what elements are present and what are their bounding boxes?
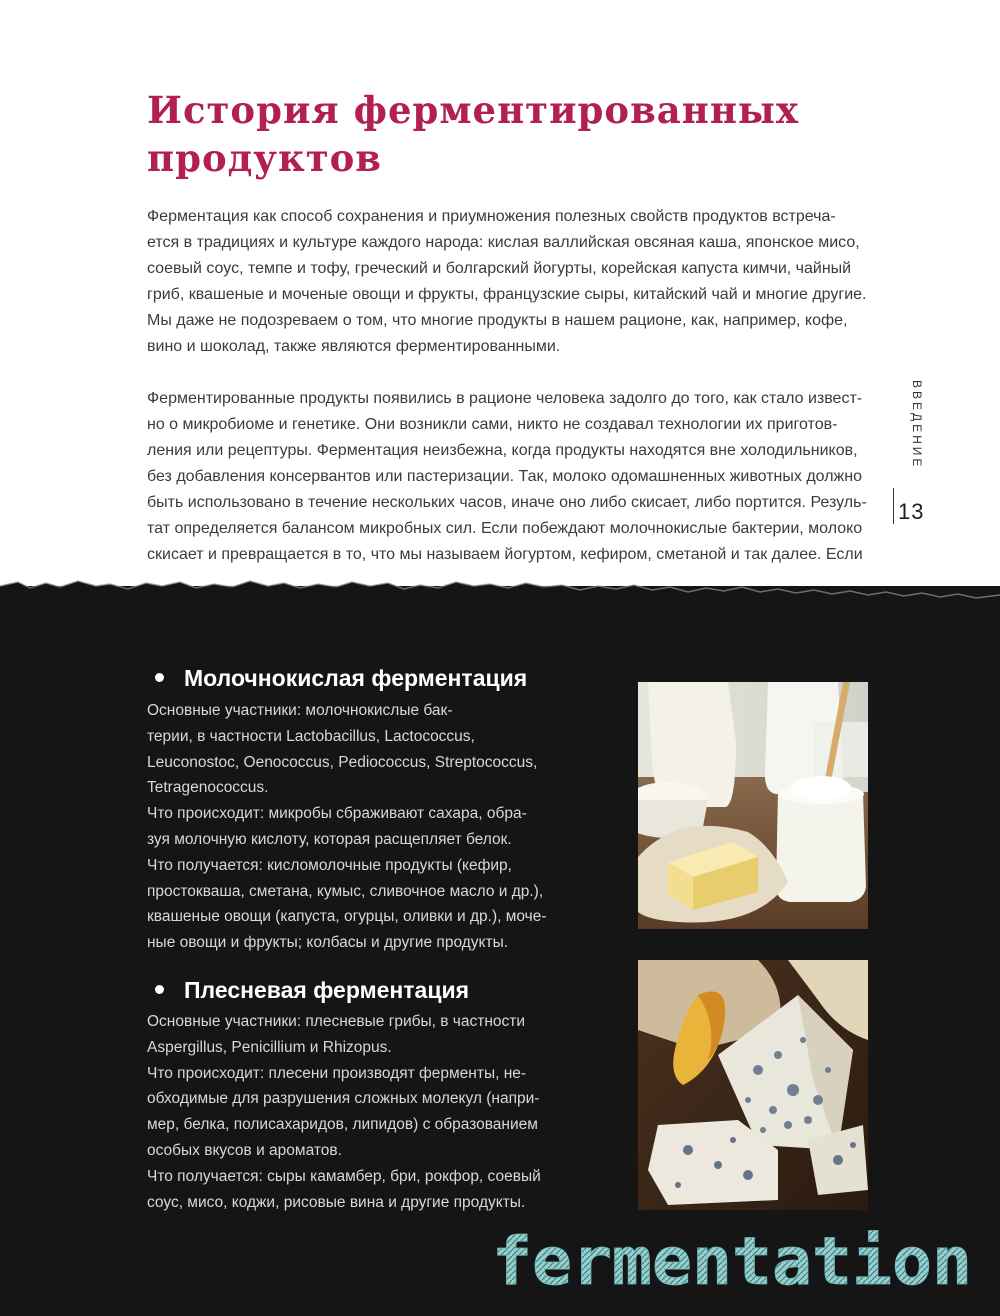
title-line-2: продуктов: [147, 136, 383, 180]
section-line: Что получается: сыры камамбер, бри, рокфор, соевый: [147, 1167, 541, 1185]
section-line: мер, белка, полисахаридов, липидов) с образованием: [147, 1116, 538, 1134]
section-line: ные овощи и фрукты; колбасы и другие продукты.: [147, 934, 509, 952]
section-line: Основные участники: молочнокислые бак-: [147, 702, 453, 719]
bullet-icon: [155, 673, 164, 682]
page-title: [147, 86, 867, 182]
paragraph-line: Ферментация как способ сохранения и приумножения полезных свойств продуктов встреча-: [147, 208, 836, 225]
paragraph-line: гриб, квашеные и моченые овощи и фрукты, французские сыры, китайский чай и многие другие.: [147, 286, 867, 303]
paragraph-line: тат определяется балансом микробных сил. Если побеждают молочнокислые бактерии, молоко: [147, 520, 863, 537]
chapter-side-label: ВВЕДЕНИЕ: [910, 380, 924, 470]
section-line: Что получается: кисломолочные продукты (кефир,: [147, 856, 512, 874]
section-line: Что происходит: микробы сбраживают сахара, обра-: [147, 805, 527, 823]
paragraph-line: соевый соус, темпе и тофу, греческий и болгарский йогурты, корейская капуста кимчи, чайный: [147, 260, 852, 277]
side-divider: [893, 488, 894, 524]
section-body-lactic: [147, 698, 547, 956]
blue-cheese-photo: [638, 960, 868, 1210]
torn-paper-edge: [0, 568, 1000, 602]
section-line: зуя молочную кислоту, которая расщепляет белок.: [147, 830, 512, 848]
title-line-1: История ферментированных: [147, 88, 800, 132]
section-line: Aspergillus, Penicillium и Rhizopus.: [147, 1038, 392, 1056]
section-line: обходимые для разрушения сложных молекул (напри-: [147, 1090, 540, 1108]
page-number: 13: [898, 499, 925, 524]
paragraph-line: но о микробиоме и генетике. Они возникли сами, никто не создавал технологии их приготов-: [147, 416, 838, 433]
paragraph-line: ления или рецептуры. Ферментация неизбежна, когда продукты находятся вне холодильников,: [147, 442, 858, 459]
paragraph-line: вино и шоколад, также являются ферментированными.: [147, 338, 561, 355]
paragraph-line: Ферментированные продукты появились в рационе человека задолго до того, как стало извест-: [147, 390, 863, 407]
section-line: квашеные овощи (капуста, огурцы, оливки и др.), моче-: [147, 908, 547, 926]
paragraph-line: быть использовано в течение нескольких часов, иначе оно либо скисает, либо портится. Резуль-: [147, 494, 867, 511]
section-line: Основные участники: плесневые грибы, в частности: [147, 1013, 526, 1030]
section-line: простокваша, сметана, кумыс, сливочное масло и др.),: [147, 882, 544, 900]
section-heading-lactic: [155, 665, 527, 692]
bullet-icon: [155, 985, 164, 994]
paragraph-line: скисает и превращается в то, что мы называем йогуртом, кефиром, сметаной и так далее. Если: [147, 546, 863, 563]
paragraph-line: Мы даже не подозреваем о том, что многие продукты в нашем рационе, как, например, кофе,: [147, 312, 848, 329]
section-line: соус, мисо, коджи, рисовые вина и другие продукты.: [147, 1193, 526, 1211]
section-heading-text: Молочнокислая ферментация: [184, 665, 528, 691]
fermentation-logo: [488, 1226, 978, 1296]
section-line: Что происходит: плесени производят ферменты, не-: [147, 1064, 527, 1082]
intro-paragraph-2: [147, 386, 869, 568]
section-line: Tetragenococcus.: [147, 779, 269, 797]
section-line: особых вкусов и ароматов.: [147, 1141, 342, 1159]
paragraph-line: ется в традициях и культуре каждого народа: кислая валлийская овсяная каша, японское мисо,: [147, 234, 860, 251]
section-line: Leuconostoc, Oenococcus, Pediococcus, Streptococcus,: [147, 753, 538, 771]
paragraph-line: без добавления консервантов или пастеризации. Так, молоко одомашненных животных должно: [147, 468, 862, 485]
section-line: терии, в частности Lactobacillus, Lactococcus,: [147, 727, 475, 745]
section-body-mold: [147, 1009, 541, 1215]
dairy-products-photo: [638, 682, 868, 929]
intro-paragraph-1: [147, 204, 869, 360]
logo-text: fermentation: [492, 1226, 972, 1296]
section-heading-text: Плесневая ферментация: [184, 977, 470, 1003]
section-heading-mold: [155, 977, 469, 1004]
